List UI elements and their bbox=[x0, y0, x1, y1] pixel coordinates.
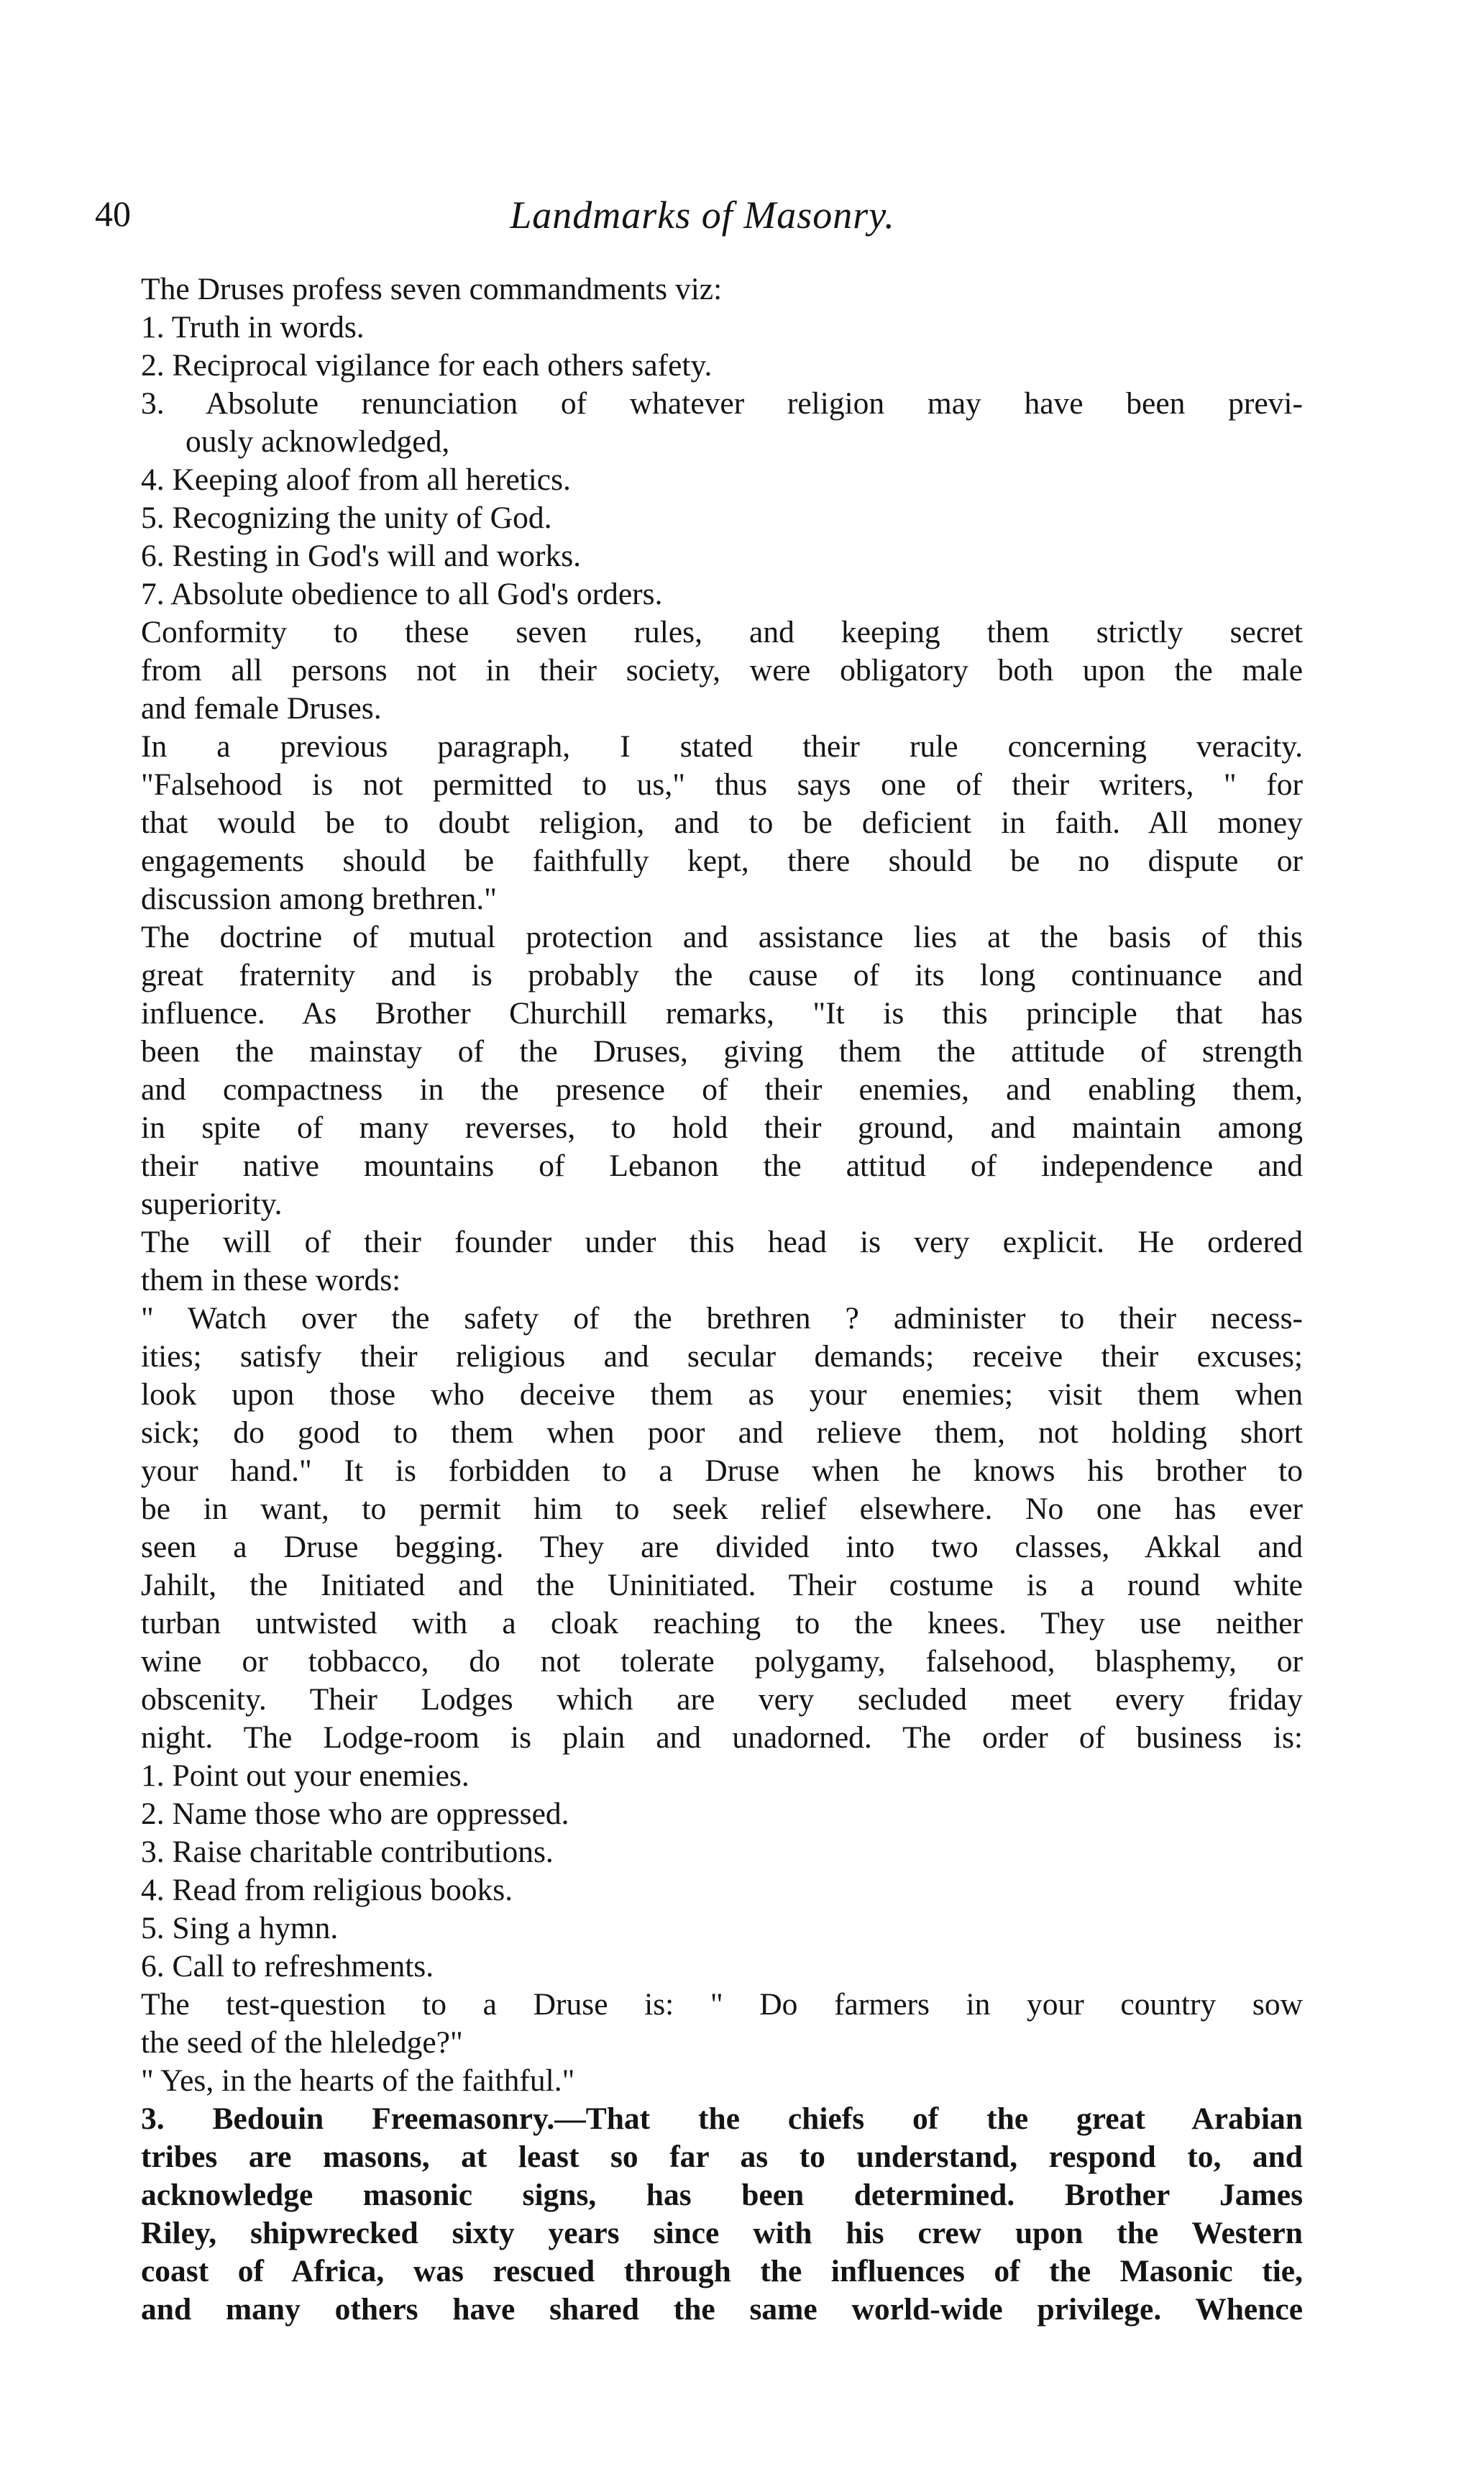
page-header bbox=[95, 193, 1310, 250]
list-item: 4. Keeping aloof from all heretics. bbox=[141, 462, 571, 497]
text-line: your hand." It is forbidden to a Druse when he knows his brother to bbox=[141, 1453, 1303, 1488]
text-line: them in these words: bbox=[141, 1263, 401, 1297]
text-line: been the mainstay of the Druses, giving them the attitude of strength bbox=[141, 1034, 1303, 1069]
list-item: 5. Recognizing the unity of God. bbox=[141, 501, 552, 535]
text-line: Conformity to these seven rules, and keeping them strictly secret bbox=[141, 615, 1303, 649]
text-line: The doctrine of mutual protection and assistance lies at the basis of this bbox=[141, 920, 1303, 954]
list-item: 3. Raise charitable contributions. bbox=[141, 1835, 554, 1869]
text-line: night. The Lodge-room is plain and unadorned. The order of business is: bbox=[141, 1720, 1303, 1755]
list-item: 6. Resting in God's will and works. bbox=[141, 539, 581, 573]
list-item: 4. Read from religious books. bbox=[141, 1873, 513, 1907]
text-line: In a previous paragraph, I stated their rule concerning veracity. bbox=[141, 729, 1303, 764]
text-line: that would be to doubt religion, and to be deficient in faith. All money bbox=[141, 805, 1303, 840]
text-line: acknowledge masonic signs, has been determined. Brother James bbox=[141, 2178, 1303, 2212]
list-item: 5. Sing a hymn. bbox=[141, 1911, 339, 1945]
list-item: 7. Absolute obedience to all God's orders. bbox=[141, 577, 663, 611]
text-line: " Yes, in the hearts of the faithful." bbox=[141, 2063, 575, 2098]
text-line: in spite of many reverses, to hold their ground, and maintain among bbox=[141, 1110, 1303, 1145]
text-line: wine or tobbacco, do not tolerate polygamy, falsehood, blasphemy, or bbox=[141, 1644, 1303, 1679]
text-line: and compactness in the presence of their enemies, and enabling them, bbox=[141, 1072, 1303, 1107]
text-line: "Falsehood is not permitted to us," thus says one of their writers, " for bbox=[141, 767, 1303, 802]
text-line: superiority. bbox=[141, 1187, 283, 1221]
list-item: 3. Absolute renunciation of whatever religion may have been previ- bbox=[141, 386, 1303, 421]
running-title: Landmarks of Masonry. bbox=[510, 193, 895, 237]
text-line: look upon those who deceive them as your enemies; visit them when bbox=[141, 1377, 1303, 1412]
text-line: be in want, to permit him to seek relief elsewhere. No one has ever bbox=[141, 1492, 1303, 1526]
list-item: 2. Name those who are oppressed. bbox=[141, 1797, 569, 1831]
text-line: " Watch over the safety of the brethren ? administer to their necess- bbox=[141, 1301, 1303, 1336]
text-line: Riley, shipwrecked sixty years since with his crew upon the Western bbox=[141, 2216, 1303, 2250]
page-number: 40 bbox=[95, 193, 131, 234]
text-line: coast of Africa, was rescued through the influences of the Masonic tie, bbox=[141, 2254, 1303, 2288]
list-item: 2. Reciprocal vigilance for each others safety. bbox=[141, 348, 713, 383]
text-line: influence. As Brother Churchill remarks, "It is this principle that has bbox=[141, 996, 1303, 1031]
text-line: tribes are masons, at least so far as to understand, respond to, and bbox=[141, 2140, 1303, 2174]
section-line: 3. Bedouin Freemasonry.—That the chiefs of the great Arabian bbox=[141, 2101, 1303, 2136]
text-line: great fraternity and is probably the cause of its long continuance and bbox=[141, 958, 1303, 992]
body-text bbox=[141, 270, 1303, 2329]
list-item-continuation: ously acknowledged, bbox=[186, 424, 450, 459]
text-line: sick; do good to them when poor and relieve them, not holding short bbox=[141, 1415, 1303, 1450]
text-line: The test-question to a Druse is: " Do farmers in your country sow bbox=[141, 1987, 1303, 2022]
text-line: and many others have shared the same world-wide privilege. Whence bbox=[141, 2292, 1303, 2327]
text-line: seen a Druse begging. They are divided into two classes, Akkal and bbox=[141, 1530, 1303, 1564]
text-line: their native mountains of Lebanon the attitud of independence and bbox=[141, 1149, 1303, 1183]
text-line: discussion among brethren." bbox=[141, 882, 497, 916]
text-line: and female Druses. bbox=[141, 691, 382, 726]
text-line: Jahilt, the Initiated and the Uninitiated. Their costume is a round white bbox=[141, 1568, 1303, 1602]
text-line: ities; satisfy their religious and secular demands; receive their excuses; bbox=[141, 1339, 1303, 1374]
text-line: turban untwisted with a cloak reaching to the knees. They use neither bbox=[141, 1606, 1303, 1640]
text-line: The will of their founder under this head is very explicit. He ordered bbox=[141, 1225, 1303, 1259]
text-line: The Druses profess seven commandments viz: bbox=[141, 272, 723, 306]
list-item: 1. Truth in words. bbox=[141, 310, 365, 344]
list-item: 1. Point out your enemies. bbox=[141, 1758, 470, 1793]
list-item: 6. Call to refreshments. bbox=[141, 1949, 434, 1984]
text-line: engagements should be faithfully kept, there should be no dispute or bbox=[141, 844, 1303, 878]
text-line: the seed of the hleledge?" bbox=[141, 2025, 463, 2060]
text-line: obscenity. Their Lodges which are very secluded meet every friday bbox=[141, 1682, 1303, 1717]
text-line: from all persons not in their society, were obligatory both upon the male bbox=[141, 653, 1303, 688]
